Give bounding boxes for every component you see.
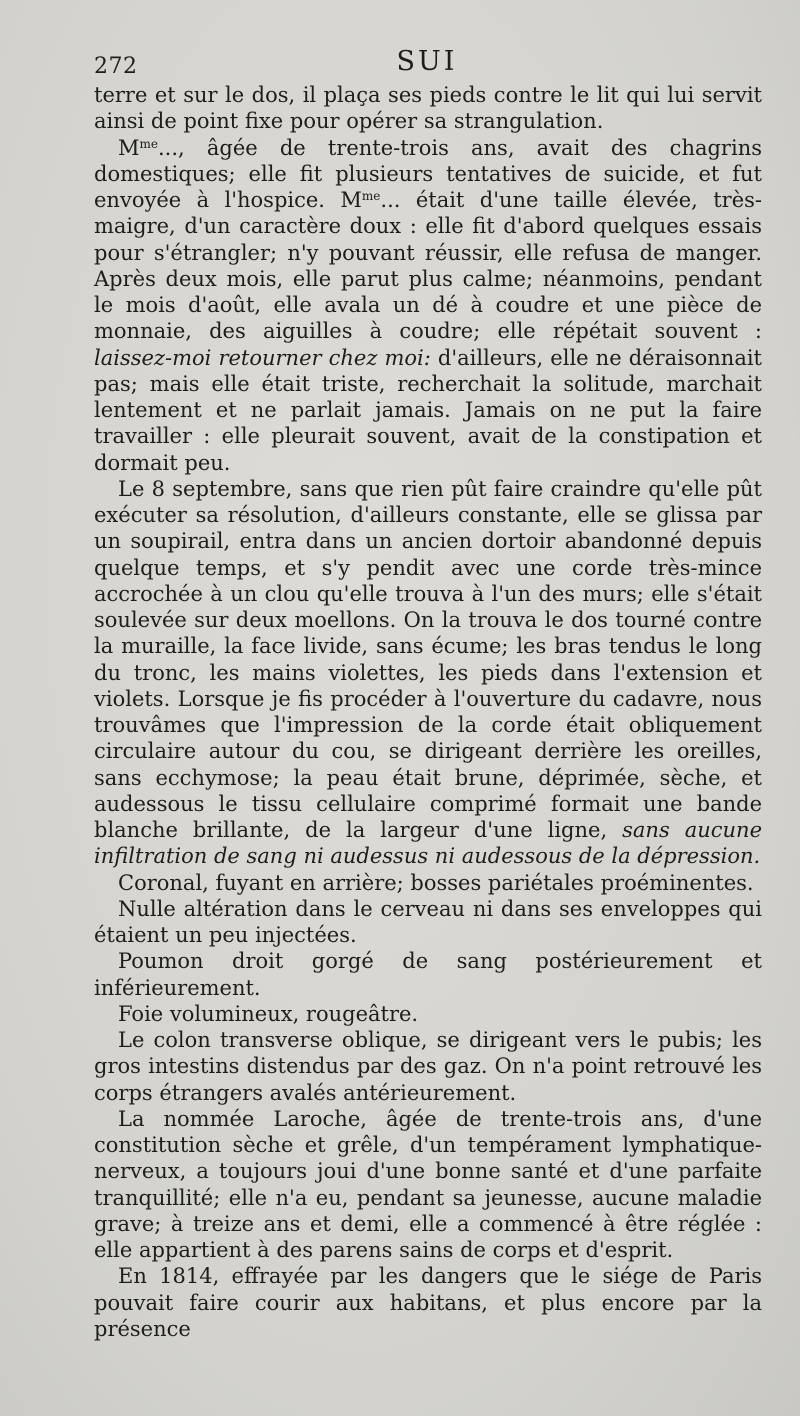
- italic-quote: laissez-moi retourner chez moi:: [94, 345, 431, 370]
- paragraph: Foie volumineux, rougeâtre.: [118, 1001, 419, 1026]
- text-run: ... était d'une taille élevée, très-maigre, d'un caractère doux : elle fit d'abord quelques essais pour s'étrangler; n'y pouvant réussir, elle refusa de manger. Après deux mois, elle parut plus calme; néanmoins, pendant le mois d'août, elle avala un dé à coudre et une pièce de monnaie, des aiguilles à coudre; elle répétait souvent :: [94, 188, 762, 344]
- text-run: d'ailleurs, elle ne déraisonnait pas; mais elle était triste, recherchait la solitude, marchait lentement et ne parlait jamais. Jamais on ne put la faire travailler : elle pleurait souvent, avait de la constipation et dormait peu.: [94, 345, 762, 475]
- paragraph: terre et sur le dos, il plaça ses pieds contre le lit qui lui servit ainsi de point fixe pour opérer sa strangulation.: [94, 83, 762, 134]
- text-run: M: [118, 135, 140, 160]
- paragraph: Le colon transverse oblique, se dirigeant vers le pubis; les gros intestins distendus par des gaz. On n'a point retrouvé les corps étrangers avalés antérieurement.: [94, 1028, 762, 1105]
- paragraph: [94, 135, 762, 476]
- page-number: 272: [94, 54, 138, 79]
- text-run: Le 8 septembre, sans que rien pût faire craindre qu'elle pût exécuter sa résolution, d'ailleurs constante, elle se glissa par un soupirail, entra dans un ancien dortoir abandonné depuis quelque temps, et s'y pendit avec une corde très-mince accrochée à un clou qu'elle trouva à l'un des murs; elle s'était soulevée sur deux moellons. On la trouva le dos tourné contre la muraille, la face livide, sans écume; les bras tendus le long du tronc, les mains violettes, les pieds dans l'extension et violets. Lorsque je fis procéder à l'ouverture du cadavre, nous trouvâmes que l'impression de la corde était obliquement circulaire autour du cou, se dirigeant derrière les oreilles, sans ecchymose; la peau était brune, déprimée, sèche, et audessous le tissu cellulaire comprimé formait une bande blanche brillante, de la largeur d'une ligne,: [94, 476, 762, 842]
- page-header: [94, 44, 760, 80]
- paragraph: Nulle altération dans le cerveau ni dans ses enveloppes qui étaient un peu injectées.: [94, 896, 762, 947]
- running-head: SUI: [396, 46, 458, 77]
- text-run: ..., âgée de trente-trois ans, avait des chagrins domestiques; elle fit plusieurs tentatives de suicide, et fut envoyée à l'hospice. M: [94, 135, 762, 212]
- superscript: me: [361, 189, 381, 203]
- paragraph: [94, 476, 762, 870]
- italic-phrase: sans aucune infiltration de sang ni audessus ni audessous de la dépression.: [94, 818, 763, 869]
- paragraph: Poumon droit gorgé de sang postérieurement et inférieurement.: [94, 949, 762, 1000]
- paragraph: La nommée Laroche, âgée de trente-trois ans, d'une constitution sèche et grêle, d'un tempérament lymphatique-nerveux, a toujours joui d'une bonne santé et d'une parfaite tranquillité; elle n'a eu, pendant sa jeunesse, aucune maladie grave; à treize ans et demi, elle a commencé à être réglée : elle appartient à des parens sains de corps et d'esprit.: [94, 1106, 762, 1262]
- paragraph: En 1814, effrayée par les dangers que le siége de Paris pouvait faire courir aux habitans, et plus encore par la présence: [94, 1264, 762, 1341]
- body-text: [94, 82, 762, 1342]
- superscript: me: [139, 136, 158, 151]
- paragraph: Coronal, fuyant en arrière; bosses pariétales proéminentes.: [118, 870, 754, 895]
